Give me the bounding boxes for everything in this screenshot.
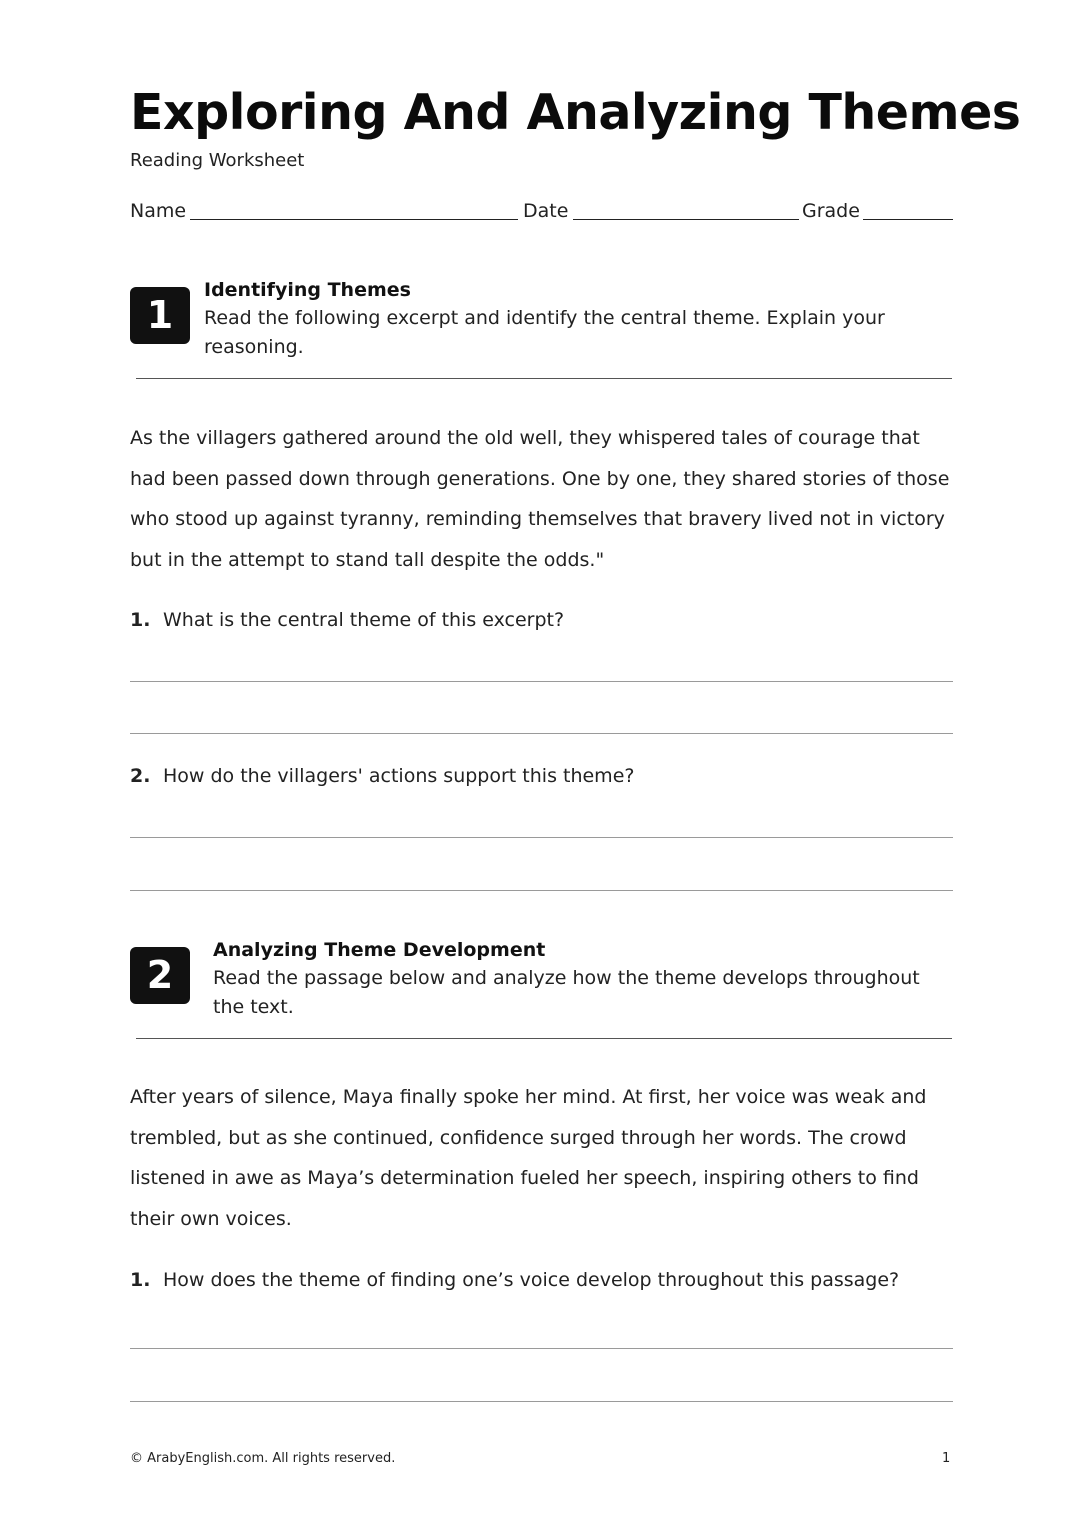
answer-line[interactable]: [130, 733, 953, 734]
answer-line[interactable]: [130, 681, 953, 682]
student-info-fields: [130, 200, 953, 224]
section-title: Identifying Themes: [204, 279, 411, 301]
grade-label: Grade: [802, 200, 860, 222]
section-number-badge: 2: [130, 947, 190, 1004]
reading-passage: As the villagers gathered around the old well, they whispered tales of courage that had been passed down through generations. One by one, they shared stories of those who stood up against tyranny, reminding themselves that bravery lived not in victory but in the attempt to stand tall despite the odds.": [130, 427, 950, 571]
grade-field[interactable]: [863, 219, 953, 220]
page-subtitle: Reading Worksheet: [130, 150, 305, 171]
page-title: Exploring And Analyzing Themes: [130, 84, 1021, 141]
question-text: How do the villagers' actions support this theme?: [163, 765, 635, 787]
section-title: Analyzing Theme Development: [213, 939, 546, 961]
section-divider: [136, 378, 952, 379]
name-label: Name: [130, 200, 187, 222]
section-1-header: [130, 279, 953, 369]
question-number: 1.: [130, 609, 151, 631]
section-instructions: Read the passage below and analyze how the theme develops throughout the text.: [213, 967, 920, 1018]
date-field[interactable]: [573, 219, 799, 220]
question-item: [130, 609, 564, 631]
question-text: How does the theme of finding one’s voice develop throughout this passage?: [163, 1269, 900, 1291]
question-item: [130, 1269, 899, 1291]
reading-passage: After years of silence, Maya finally spoke her mind. At first, her voice was weak and trembled, but as she continued, confidence surged through her words. The crowd listened in awe as Maya’s determination fueled her speech, inspiring others to find their own voices.: [130, 1086, 927, 1230]
name-field[interactable]: [190, 219, 518, 220]
section-number-badge: 1: [130, 287, 190, 344]
question-item: [130, 765, 634, 787]
answer-line[interactable]: [130, 837, 953, 838]
question-number: 1.: [130, 1269, 151, 1291]
footer-copyright: © ArabyEnglish.com. All rights reserved.: [130, 1451, 396, 1466]
answer-line[interactable]: [130, 1401, 953, 1402]
answer-line[interactable]: [130, 890, 953, 891]
date-label: Date: [523, 200, 569, 222]
answer-line[interactable]: [130, 1348, 953, 1349]
question-number: 2.: [130, 765, 151, 787]
section-divider: [136, 1038, 952, 1039]
section-instructions: Read the following excerpt and identify the central theme. Explain your reasoning.: [204, 307, 885, 358]
page-number: 1: [942, 1451, 951, 1466]
section-2-header: [130, 939, 953, 1029]
question-text: What is the central theme of this excerpt?: [163, 609, 565, 631]
